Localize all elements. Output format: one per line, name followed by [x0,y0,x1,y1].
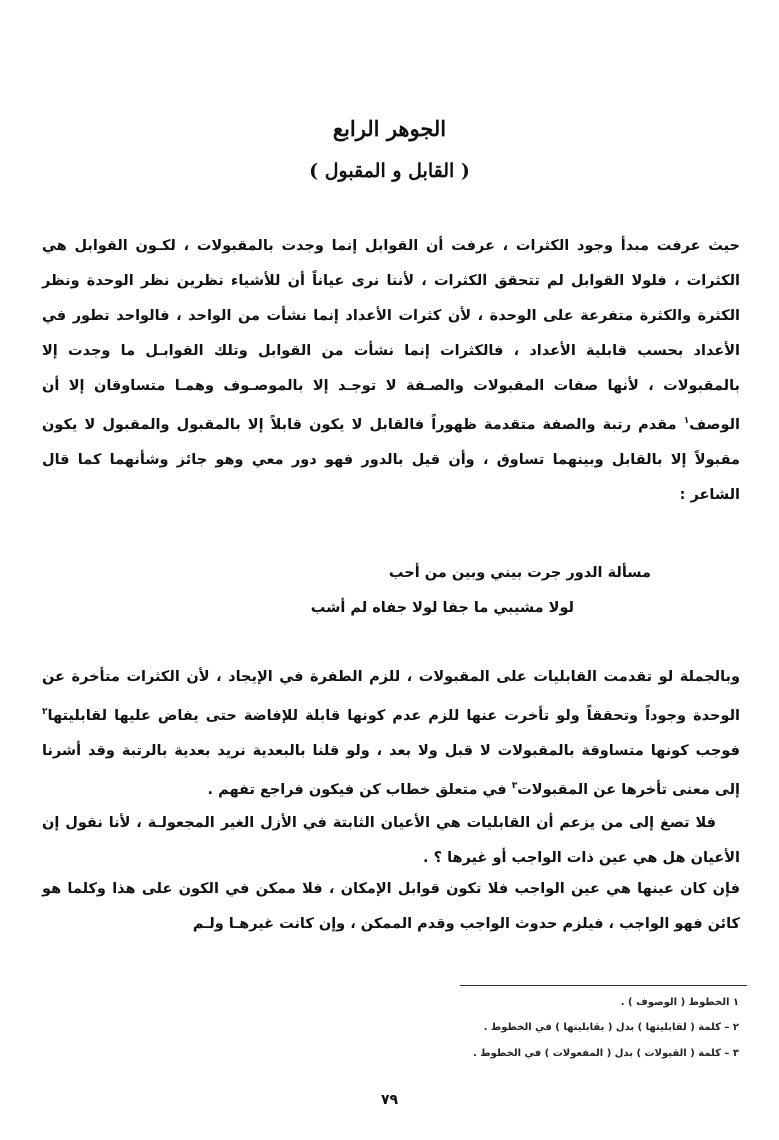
paragraph-1-continuation: مقدم رتبة والصفة متقدمة ظهوراً فالقابل لا يكون قابلاً إلا بالمقبول والمقبول لا يكون مقبولاً إلا بالقابل وبينهما تساوق ، وأن قيل بالدور فهو دور معي وهو جائز وشأنهما كما قال الشاعر : [42,416,740,503]
paragraph-1-text: حيث عرفت مبدأ وجود الكثرات ، عرفت أن القوابل إنما وجدت بالمقبولات ، لكـون القوابل هي الكثرات ، فلولا القوابل لم تتحقق الكثرات ، لأننا نرى عياناً أن للأشياء نظرين نظر الوحدة ونظر الكثرة والكثرة متفرعة على الوحدة ، لأن كثرات الأعداد إنما نشأت من الواحد ، فالواحد تطور في الأعداد بحسب قابلية الأعداد ، فالكثرات إنما نشأت من القوابل وتلك القوابـل ما وجدت إلا بالمقبولات ، لأنها صفات المقبولات والصـفة لا توجـد إلا بالموصـوف وهمـا متساوقان إلا أن الوصف [42,238,740,433]
paragraph-2 [42,660,740,808]
footnote-ref-1[interactable]: ١ [683,416,690,426]
paragraph-3: فلا تصغ إلى من يزعم أن القابليات هي الأعيان الثابتة في الأزل الغير المجعولـة ، لأنا نقول إن الأعيان هل هي عين ذات الواجب أو غيرها ؟ . [42,815,740,866]
footnote-separator [460,985,747,986]
verse-line-2: لولا مشيبي ما جفا لولا جفاه لم أشب [310,600,574,616]
footnote-3: ٣ – كلمة ( القبولات ) بدل ( المفعولات ) في الخطوط . [472,1048,739,1059]
paragraph-2-text-b: فوجب كونها متساوقة بالمقبولات لا قبل ولا بعد ، ولو قلنا بالبعدية نريد بعدية بالرتبة وقد أشرنا إلى معنى تأخرها عن المقبولات [42,742,740,798]
chapter-subtitle: ( القابل و المقبول ) [309,160,470,182]
footnote-ref-3[interactable]: ٣ [511,780,518,791]
verse-line-1: مسألة الدور جرت بيني وبين من أحب [388,565,651,581]
chapter-title: الجوهر الرابع [332,116,447,141]
paragraph-1 [42,229,740,513]
paragraph-2-text-c: في متعلق خطاب كن فيكون فراجع تفهم . [207,781,512,798]
footnote-2: ٢ – كلمة ( لقابليتها ) بدل ( بقابليتها ) في الخطوط . [483,1022,739,1033]
paragraph-2-text-a: وبالجملة لو تقدمت القابليات على المقبولات ، للزم الطفرة في الإيجاد ، لأن الكثرات متأخرة عن الوحدة وجوداً وتحققاً ولو تأخرت عنها للزم عدم كونها قابلة للإفاضة حتى يفاض عليها لقابليتها [42,669,740,724]
footnote-1: ١ الخطوط ( الوصوف ) . [620,997,739,1008]
paragraph-4: فإن كان عينها هي عين الواجب فلا تكون قوابل الإمكان ، فلا ممكن في الكون على هذا وكلما هو كائن فهو الواجب ، فيلزم حدوث الواجب وقدم الممكن ، وإن كانت غيرهـا ولـم [42,881,740,932]
footnote-ref-2[interactable]: ٢ [42,707,48,717]
page-number: ٧٩ [380,1092,399,1108]
